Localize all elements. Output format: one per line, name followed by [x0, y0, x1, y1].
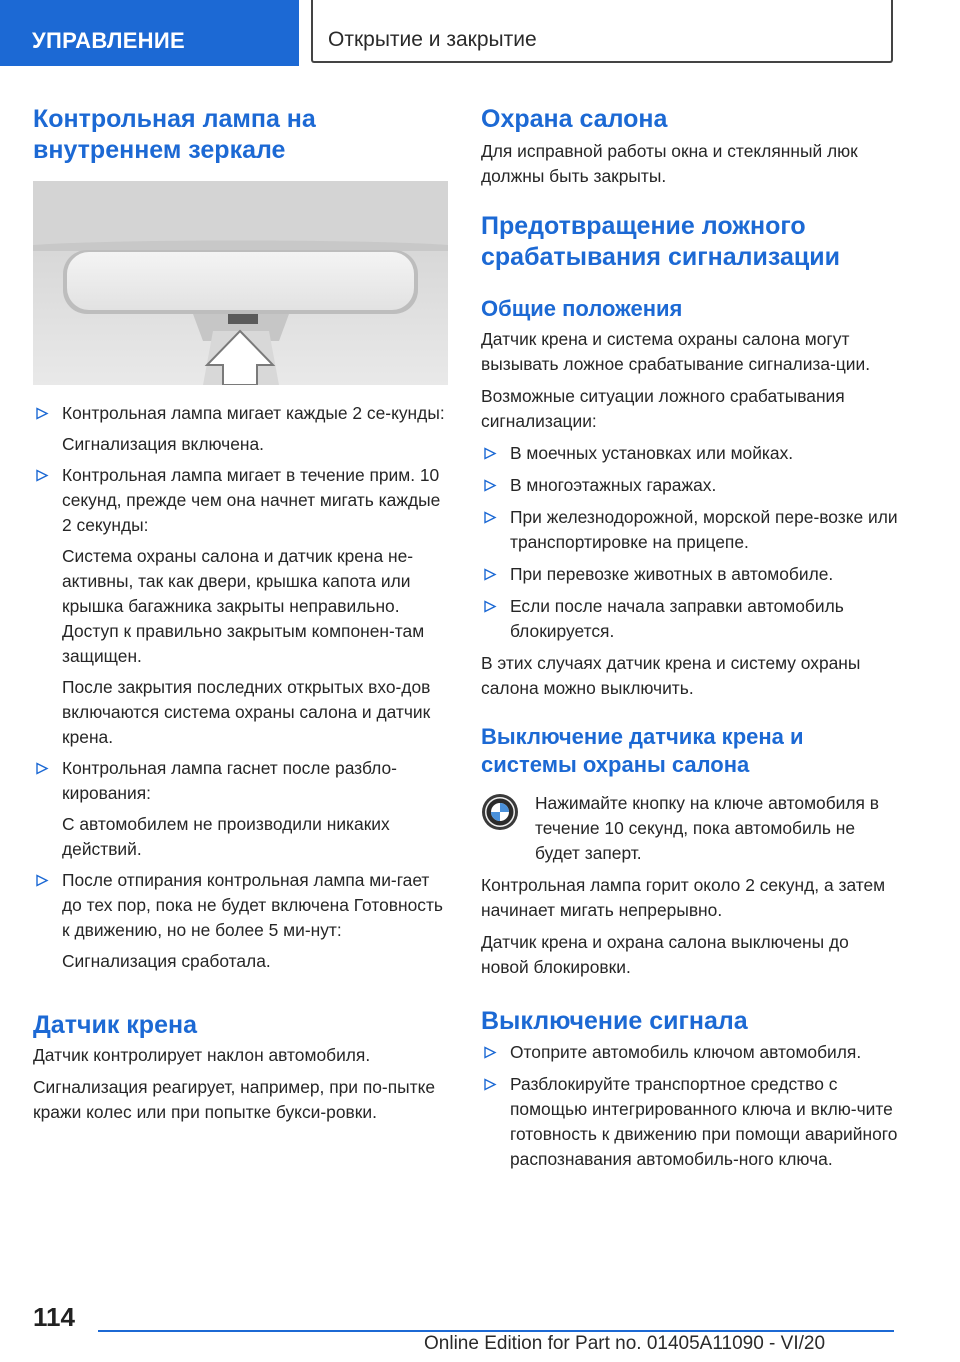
general-text-2: Возможные ситуации ложного срабатывания сигнализации: [481, 386, 845, 431]
list-item-detail: После закрытия последних открытых вхо-дов включаются система охраны салона и датчик крена. [62, 677, 431, 747]
left-column [33, 104, 448, 1125]
mirror-illustration [33, 181, 448, 385]
tilt-sensor-heading: Датчик крена [33, 1011, 197, 1039]
list-item [33, 463, 448, 538]
page-number: 114 [33, 1302, 75, 1332]
header-section-label: УПРАВЛЕНИЕ [32, 28, 185, 53]
list-item [33, 868, 448, 943]
list-item [481, 1040, 901, 1065]
header-section-tab [0, 0, 299, 66]
list-item [481, 1072, 901, 1172]
bullet-triangle-icon [483, 1078, 497, 1091]
bullet-triangle-icon [483, 600, 497, 613]
alarm-off-steps [481, 1040, 901, 1172]
list-item-text: В многоэтажных гаражах. [510, 475, 717, 495]
general-heading: Общие положения [481, 296, 683, 321]
list-item-text: При перевозке животных в автомобиле. [510, 564, 834, 584]
bullet-triangle-icon [483, 1046, 497, 1059]
bullet-triangle-icon [483, 447, 497, 460]
false-alarm-situations [481, 441, 901, 644]
list-item-detail: Сигнализация сработала. [62, 951, 271, 971]
bullet-triangle-icon [35, 469, 49, 482]
header-topic-box [311, 0, 893, 63]
interior-protection-heading: Охрана салона [481, 105, 668, 133]
list-item [481, 441, 901, 466]
bullet-triangle-icon [483, 568, 497, 581]
mirror-lamp-states [33, 401, 448, 974]
switch-off-heading: Выключение датчика крена и системы охраны салона [481, 724, 804, 777]
list-item [481, 505, 901, 555]
mirror-lamp-heading: Контрольная лампа на внутреннем зеркале [33, 105, 316, 164]
false-alarm-heading: Предотвращение ложного срабатывания сигнализации [481, 212, 841, 271]
general-text-3: В этих случаях датчик крена и систему охраны салона можно выключить. [481, 653, 861, 698]
list-item-text: Контрольная лампа мигает каждые 2 се-кунды: [62, 403, 445, 423]
list-item-text: При железнодорожной, морской пере-возке или транспортировке на прицепе. [510, 507, 898, 552]
key-instruction [481, 791, 901, 866]
bullet-triangle-icon [35, 407, 49, 420]
bullet-triangle-icon [483, 511, 497, 524]
header-topic-label: Открытие и закрытие [328, 28, 537, 51]
list-item [481, 562, 901, 587]
list-item [481, 594, 901, 644]
list-item-text: Контрольная лампа мигает в течение прим. 10 секунд, прежде чем она начнет мигать каждые 2 секунды: [62, 465, 441, 535]
bullet-triangle-icon [35, 874, 49, 887]
list-item-text: Отоприте автомобиль ключом автомобиля. [510, 1042, 862, 1062]
bmw-key-icon [481, 793, 519, 831]
tilt-sensor-text: Датчик контролирует наклон автомобиля. [33, 1045, 371, 1065]
right-column [481, 104, 901, 1172]
interior-protection-text: Для исправной работы окна и стеклянный люк должны быть закрыты. [481, 141, 858, 186]
list-item-text: Разблокируйте транспортное средство с помощью интегрированного ключа и вклю-чите готовность к движению при помощи аварийного распознавания автомобиль-ного ключа. [510, 1074, 898, 1169]
tilt-sensor-text-2: Сигнализация реагирует, например, при по-пытке кражи колес или при попытке букси-ровки. [33, 1077, 436, 1122]
bullet-triangle-icon [483, 479, 497, 492]
list-item-detail: С автомобилем не производили никаких действий. [62, 814, 390, 859]
list-item [33, 401, 448, 426]
footer-edition: Online Edition for Part no. 01405A11090 - VI/20 [424, 1333, 826, 1354]
mirror-drawing [33, 181, 448, 385]
list-item-text: Контрольная лампа гаснет после разбло-кирования: [62, 758, 397, 803]
switch-off-text-2: Датчик крена и охрана салона выключены до новой блокировки. [481, 932, 849, 977]
list-item-text: Если после начала заправки автомобиль блокируется. [510, 596, 844, 641]
general-text: Датчик крена и система охраны салона могут вызывать ложное срабатывание сигнализа-ции. [481, 329, 871, 374]
list-item [481, 473, 901, 498]
list-item-text: После отпирания контрольная лампа ми-гает до тех пор, пока не будет включена Готовность к движению, но не более 5 ми-нут: [62, 870, 443, 940]
alarm-off-heading: Выключение сигнала [481, 1007, 748, 1035]
switch-off-text: Контрольная лампа горит около 2 секунд, а затем начинает мигать непрерывно. [481, 875, 886, 920]
footer-divider [98, 1330, 894, 1332]
list-item-detail: Сигнализация включена. [62, 434, 265, 454]
list-item-detail: Система охраны салона и датчик крена не-активны, так как двери, крышка капота или крышка багажника закрыты неправильно. Доступ к правильно закрытым компонен-там защищен. [62, 546, 425, 666]
key-instruction-text: Нажимайте кнопку на ключе автомобиля в течение 10 секунд, пока автомобиль не будет заперт. [535, 793, 880, 863]
list-item-text: В моечных установках или мойках. [510, 443, 794, 463]
list-item [33, 756, 448, 806]
bullet-triangle-icon [35, 762, 49, 775]
